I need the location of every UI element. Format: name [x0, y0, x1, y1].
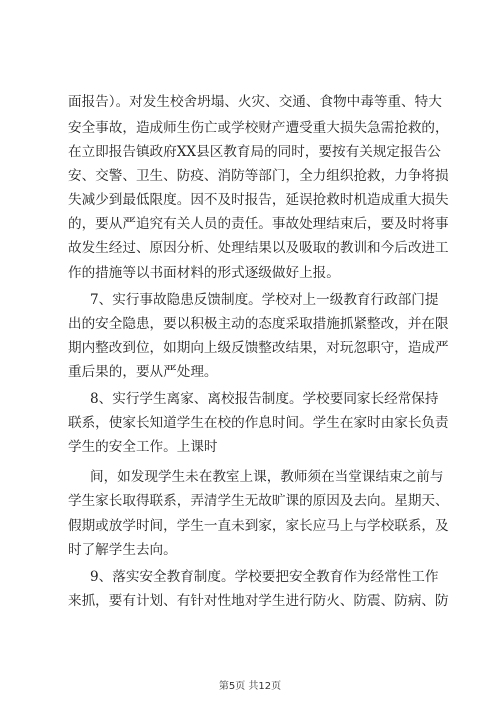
text-line: 安全事故，造成师生伤亡或学校财产遭受重大损失急需抢救的， [68, 120, 449, 136]
paragraph-report-procedure [68, 88, 460, 285]
text-line: 7、实行事故隐患反馈制度。学校对上一级教育行政部门提 [90, 291, 439, 308]
text-line: 的，要从严追究有关人员的责任。事故处理结束后，要及时将事 [68, 216, 449, 233]
text-line: 失减少到最低限度。因不及时报告，延误抢救时机造成重大损失 [68, 192, 449, 209]
text-line: 期内整改到位，如期向上级反馈整改结果，对玩忽职守，造成严 [68, 339, 449, 356]
text-line: 间，如发现学生未在教室上课，教师须在当堂课结束之前与 [90, 469, 444, 486]
text-line: 重后果的，要从严处理。 [68, 363, 218, 380]
text-line: 出的安全隐患，要以积极主动的态度采取措施抓紧整改，并在限 [68, 315, 449, 332]
paragraph-item-9 [68, 565, 460, 613]
text-line: 在立即报告镇政府XX县区教育局的同时，要按有关规定报告公 [68, 144, 441, 161]
text-line: 学生的安全工作。上课时 [68, 439, 218, 456]
text-line: 时了解学生去向。 [68, 541, 177, 558]
text-line: 安、交警、卫生、防疫、消防等部门，全力组织抢救，力争将损 [68, 168, 449, 185]
text-line: 面报告）。对发生校舍坍塌、火灾、交通、食物中毒等重、特大 [68, 94, 442, 110]
text-line: 学生家长取得联系，弄清学生无故旷课的原因及去向。星期天、 [68, 493, 449, 510]
text-line: 作的措施等以书面材料的形式逐级做好上报。 [68, 264, 340, 281]
text-line: 假期或放学时间，学生一直未到家，家长应马上与学校联系，及 [68, 517, 449, 534]
document-body [68, 88, 460, 613]
text-line: 9、落实安全教育制度。学校要把安全教育作为经常性工作 [90, 568, 439, 585]
text-line: 故发生经过、原因分析、处理结果以及吸取的教训和今后改进工 [68, 240, 449, 257]
paragraph-item-8 [68, 387, 460, 459]
page-footer: 第5页 共12页 [218, 681, 282, 692]
text-line: 联系，使家长知道学生在校的作息时间。学生在家时由家长负责 [68, 415, 449, 432]
paragraph-item-8-continued [68, 465, 460, 561]
text-line: 来抓，要有计划、有针对性地对学生进行防火、防震、防病、防 [68, 592, 449, 609]
paragraph-item-7 [68, 288, 460, 384]
text-line: 8、实行学生离家、离校报告制度。学校要同家长经常保持 [90, 391, 439, 408]
